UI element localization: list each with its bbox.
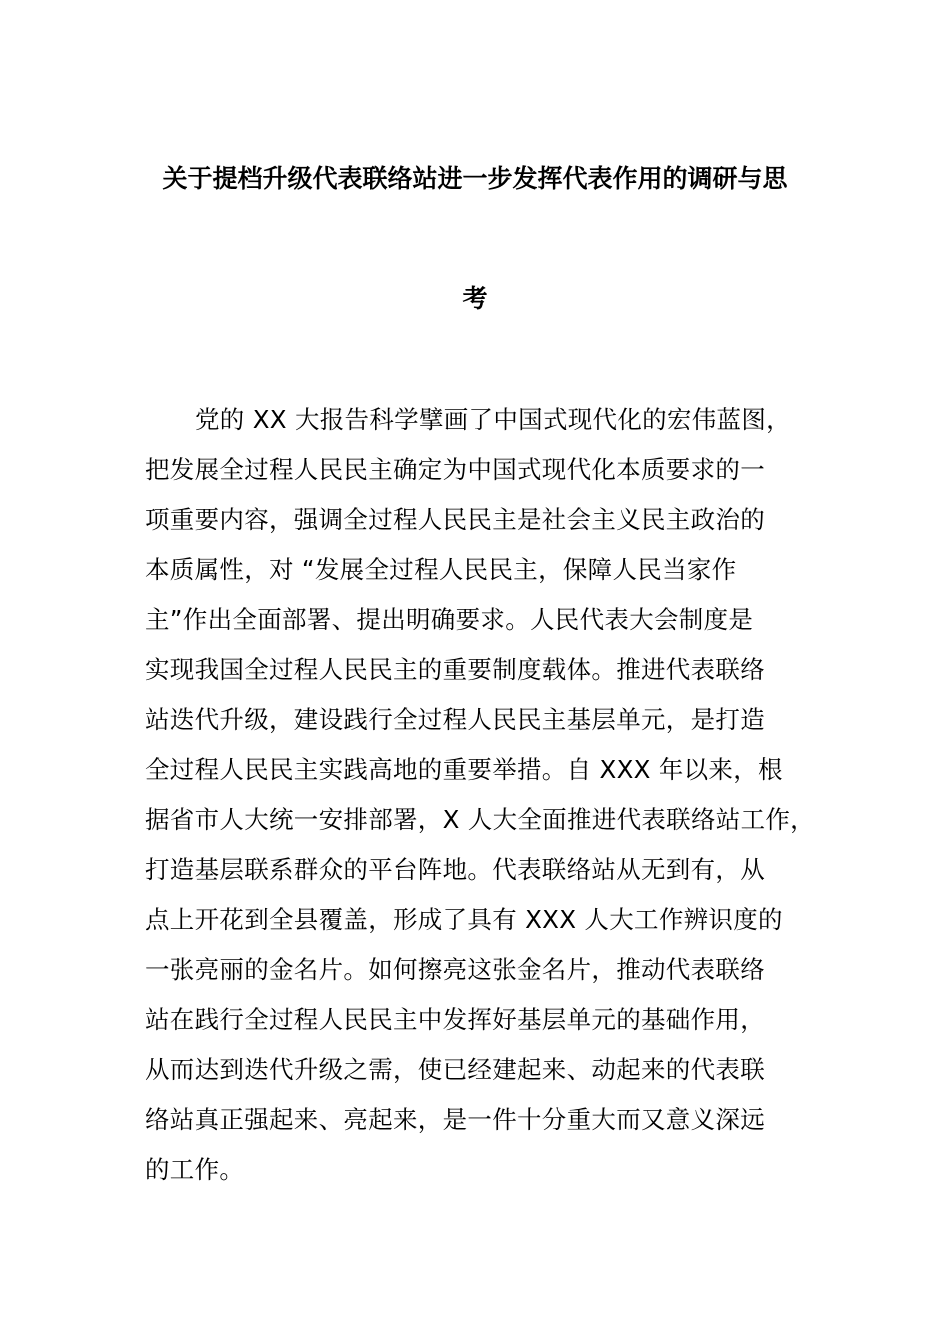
paragraph-line: 党的 XX 大报告科学擘画了中国式现代化的宏伟蓝图， [195, 405, 791, 434]
paragraph-line: 站在践行全过程人民民主中发挥好基层单元的基础作用， [145, 1005, 765, 1034]
paragraph-line: 络站真正强起来、亮起来，是一件十分重大而又意义深远 [145, 1105, 765, 1134]
document-title-line-2: 考 [462, 284, 488, 313]
paragraph-line: 实现我国全过程人民民主的重要制度载体。推进代表联络 [145, 655, 765, 684]
paragraph-line: 本质属性，对 “发展全过程人民民主，保障人民当家作 [145, 555, 737, 584]
paragraph-line: 的工作。 [145, 1155, 245, 1184]
paragraph-line: 一张亮丽的金名片。如何擦亮这张金名片，推动代表联络 [145, 955, 765, 984]
paragraph-line: 主”作出全面部署、提出明确要求。人民代表大会制度是 [145, 605, 754, 634]
paragraph-line: 站迭代升级，建设践行全过程人民民主基层单元，是打造 [145, 705, 765, 734]
paragraph-line: 把发展全过程人民民主确定为中国式现代化本质要求的一 [145, 455, 765, 484]
document-title-line-1: 关于提档升级代表联络站进一步发挥代表作用的调研与思 [162, 164, 788, 193]
paragraph-line: 打造基层联系群众的平台阵地。代表联络站从无到有，从 [145, 855, 765, 884]
paragraph-line: 点上开花到全县覆盖，形成了具有 XXX 人大工作辨识度的 [145, 905, 783, 934]
paragraph-line: 项重要内容，强调全过程人民民主是社会主义民主政治的 [145, 505, 765, 534]
paragraph-line: 据省市人大统一安排部署，X 人大全面推进代表联络站工作， [145, 805, 815, 834]
paragraph-line: 从而达到迭代升级之需，使已经建起来、动起来的代表联 [145, 1055, 765, 1084]
paragraph-line: 全过程人民民主实践高地的重要举措。自 XXX 年以来，根 [145, 755, 783, 784]
